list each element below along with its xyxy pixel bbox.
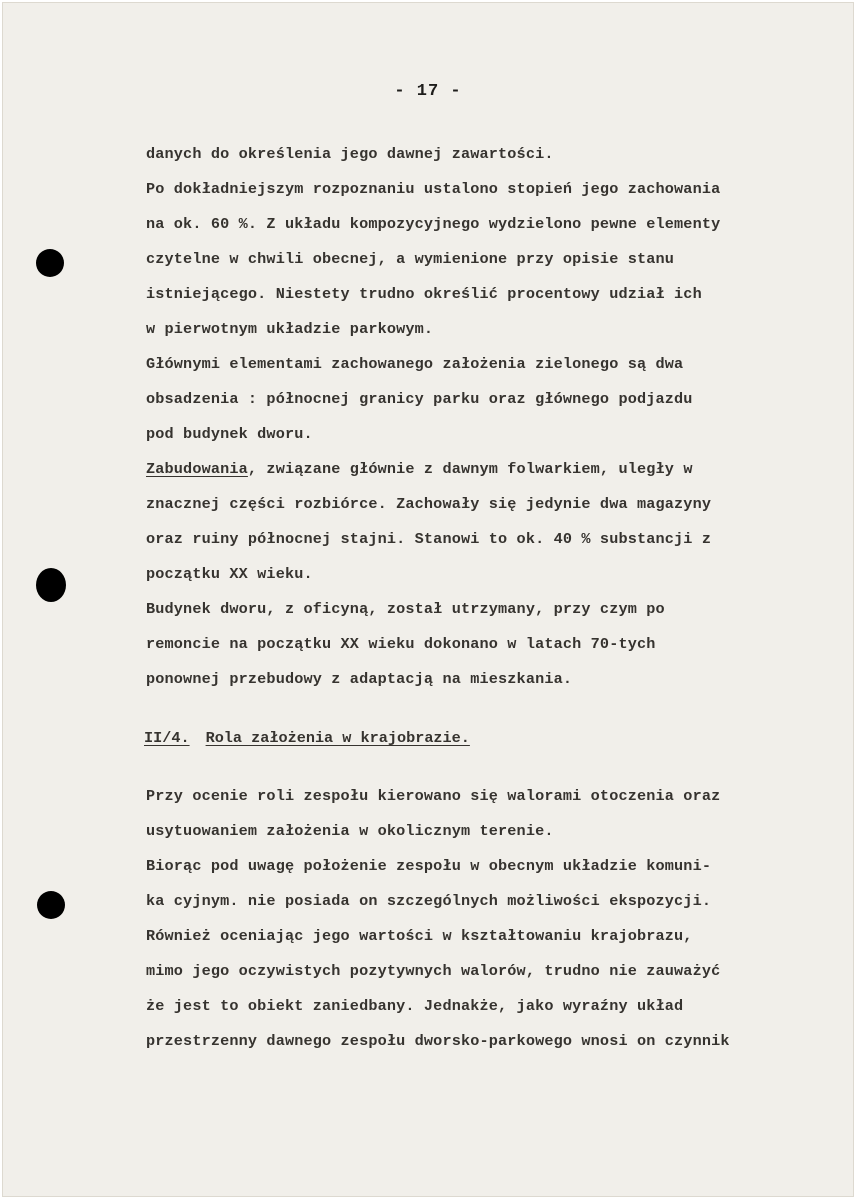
text-line: Biorąc pod uwagę położenie zespołu w obecnym układzie komuni- xyxy=(146,857,712,875)
section-title: Rola założenia w krajobrazie. xyxy=(205,729,470,747)
text-line: przestrzenny dawnego zespołu dworsko-parkowego wnosi on czynnik xyxy=(146,1032,730,1050)
text-line: na ok. 60 %. Z układu kompozycyjnego wydzielono pewne elementy xyxy=(146,215,721,233)
paragraph-block-2 xyxy=(146,452,816,697)
punch-hole-middle xyxy=(36,568,66,602)
page-number: - 17 - xyxy=(394,82,462,101)
text-line: początku XX wieku. xyxy=(146,565,313,583)
paragraph-block-1 xyxy=(146,137,816,452)
paragraph-block-3 xyxy=(146,779,816,1059)
text-line: Zabudowania, związane głównie z dawnym folwarkiem, uległy w xyxy=(146,460,693,478)
section-heading xyxy=(144,729,470,747)
text-line: Głównymi elementami zachowanego założenia zielonego są dwa xyxy=(146,355,684,373)
underlined-term: Zabudowania xyxy=(146,460,248,478)
punch-hole-top xyxy=(36,249,64,277)
text-line: w pierwotnym układzie parkowym. xyxy=(146,320,434,338)
text-line: czytelne w chwili obecnej, a wymienione przy opisie stanu xyxy=(146,250,675,268)
text-line: danych do określenia jego dawnej zawartości. xyxy=(146,145,554,163)
text-line: ponownej przebudowy z adaptacją na mieszkania. xyxy=(146,670,573,688)
text-line: Po dokładniejszym rozpoznaniu ustalono stopień jego zachowania xyxy=(146,180,721,198)
text-line: oraz ruiny północnej stajni. Stanowi to ok. 40 % substancji z xyxy=(146,530,712,548)
text-line: znacznej części rozbiórce. Zachowały się jedynie dwa magazyny xyxy=(146,495,712,513)
text-line: Budynek dworu, z oficyną, został utrzymany, przy czym po xyxy=(146,600,665,618)
text-line: usytuowaniem założenia w okolicznym terenie. xyxy=(146,822,554,840)
text-line: pod budynek dworu. xyxy=(146,425,313,443)
document-page xyxy=(2,2,854,1197)
text-line: ka cyjnym. nie posiada on szczególnych możliwości ekspozycji. xyxy=(146,892,712,910)
punch-hole-bottom xyxy=(37,891,65,919)
text-line: Przy ocenie roli zespołu kierowano się walorami otoczenia oraz xyxy=(146,787,721,805)
text-line: remoncie na początku XX wieku dokonano w latach 70-tych xyxy=(146,635,656,653)
text-line: że jest to obiekt zaniedbany. Jednakże, jako wyraźny układ xyxy=(146,997,684,1015)
text-line: obsadzenia : północnej granicy parku oraz głównego podjazdu xyxy=(146,390,693,408)
text-line: Również oceniając jego wartości w kształtowaniu krajobrazu, xyxy=(146,927,693,945)
text-line: mimo jego oczywistych pozytywnych walorów, trudno nie zauważyć xyxy=(146,962,721,980)
text-line: istniejącego. Niestety trudno określić procentowy udział ich xyxy=(146,285,702,303)
section-number: II/4. xyxy=(144,729,190,747)
